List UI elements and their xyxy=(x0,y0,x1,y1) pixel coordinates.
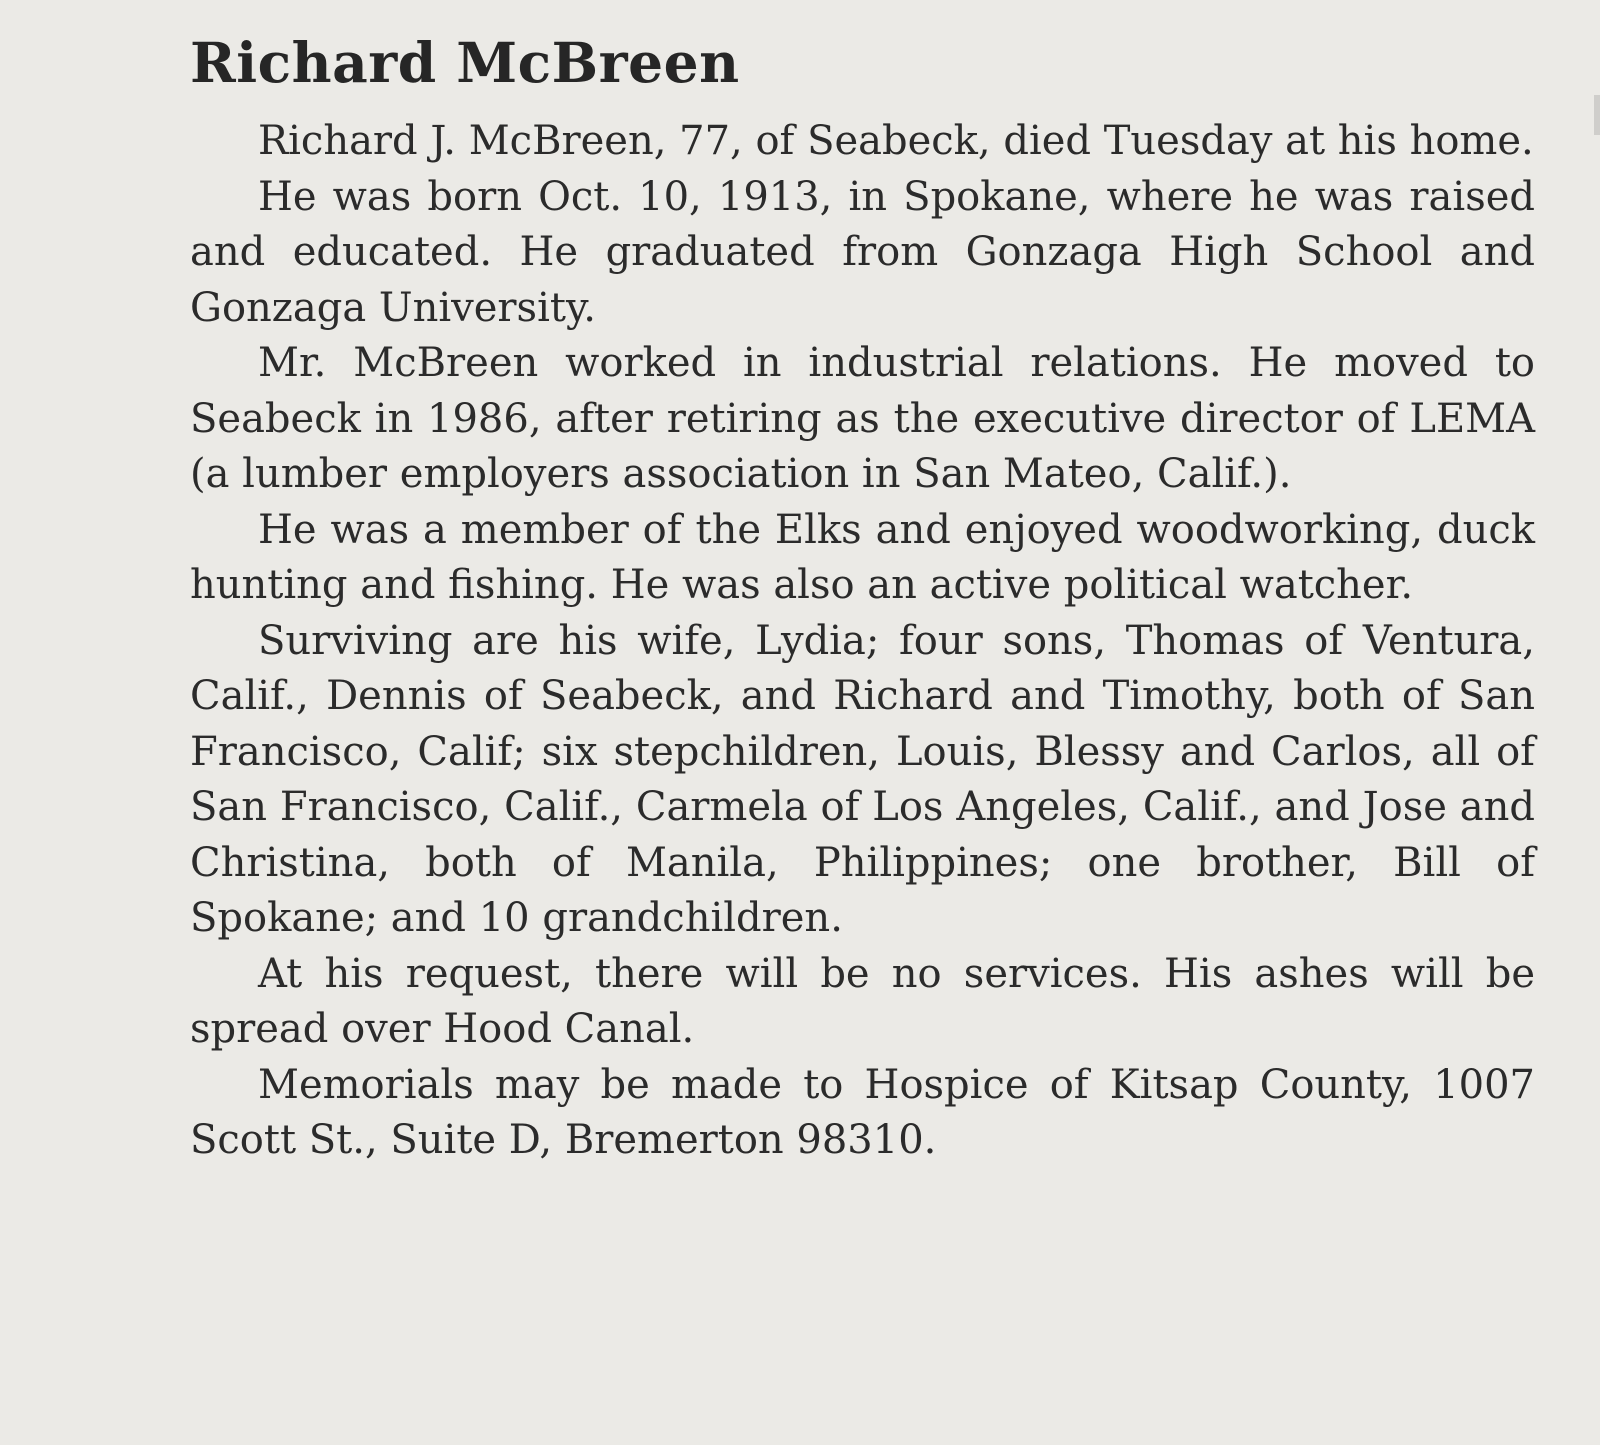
obituary-body xyxy=(190,114,1535,1169)
paragraph-memorials: Memorials may be made to Hospice of Kitsap County, 1007 Scott St., Suite D, Bremerton 98310. xyxy=(190,1061,1535,1163)
obituary-article xyxy=(190,30,1535,1169)
paragraph-career: Mr. McBreen worked in industrial relations. He moved to Seabeck in 1986, after retiring as the executive director of LEMA (a lumber employers association in San Mateo, Calif.). xyxy=(190,340,1535,497)
paragraph-interests: He was a member of the Elks and enjoyed woodworking, duck hunting and fishing. He was also an active political watcher. xyxy=(190,506,1535,608)
paragraph-survivors: Surviving are his wife, Lydia; four sons, Thomas of Ventura, Calif., Dennis of Seabeck, and Richard and Timothy, both of San Francisco, Calif; six stepchildren, Louis, Blessy and Carlos, all of San Francisco, Calif., Carmela of Los Angeles, Calif., and Jose and Christina, both of Manila, Philippines; one brother, Bill of Spokane; and 10 grandchildren. xyxy=(190,617,1535,941)
paragraph-services: At his request, there will be no services. His ashes will be spread over Hood Canal. xyxy=(190,950,1535,1052)
paragraph-birth-education: He was born Oct. 10, 1913, in Spokane, where he was raised and educated. He graduated from Gonzaga High School and Gonzaga University. xyxy=(190,173,1535,331)
scan-edge-mark xyxy=(1594,95,1600,135)
obituary-headline: Richard McBreen xyxy=(190,30,740,95)
paragraph-death-notice: Richard J. McBreen, 77, of Seabeck, died Tuesday at his home. xyxy=(258,118,1534,164)
